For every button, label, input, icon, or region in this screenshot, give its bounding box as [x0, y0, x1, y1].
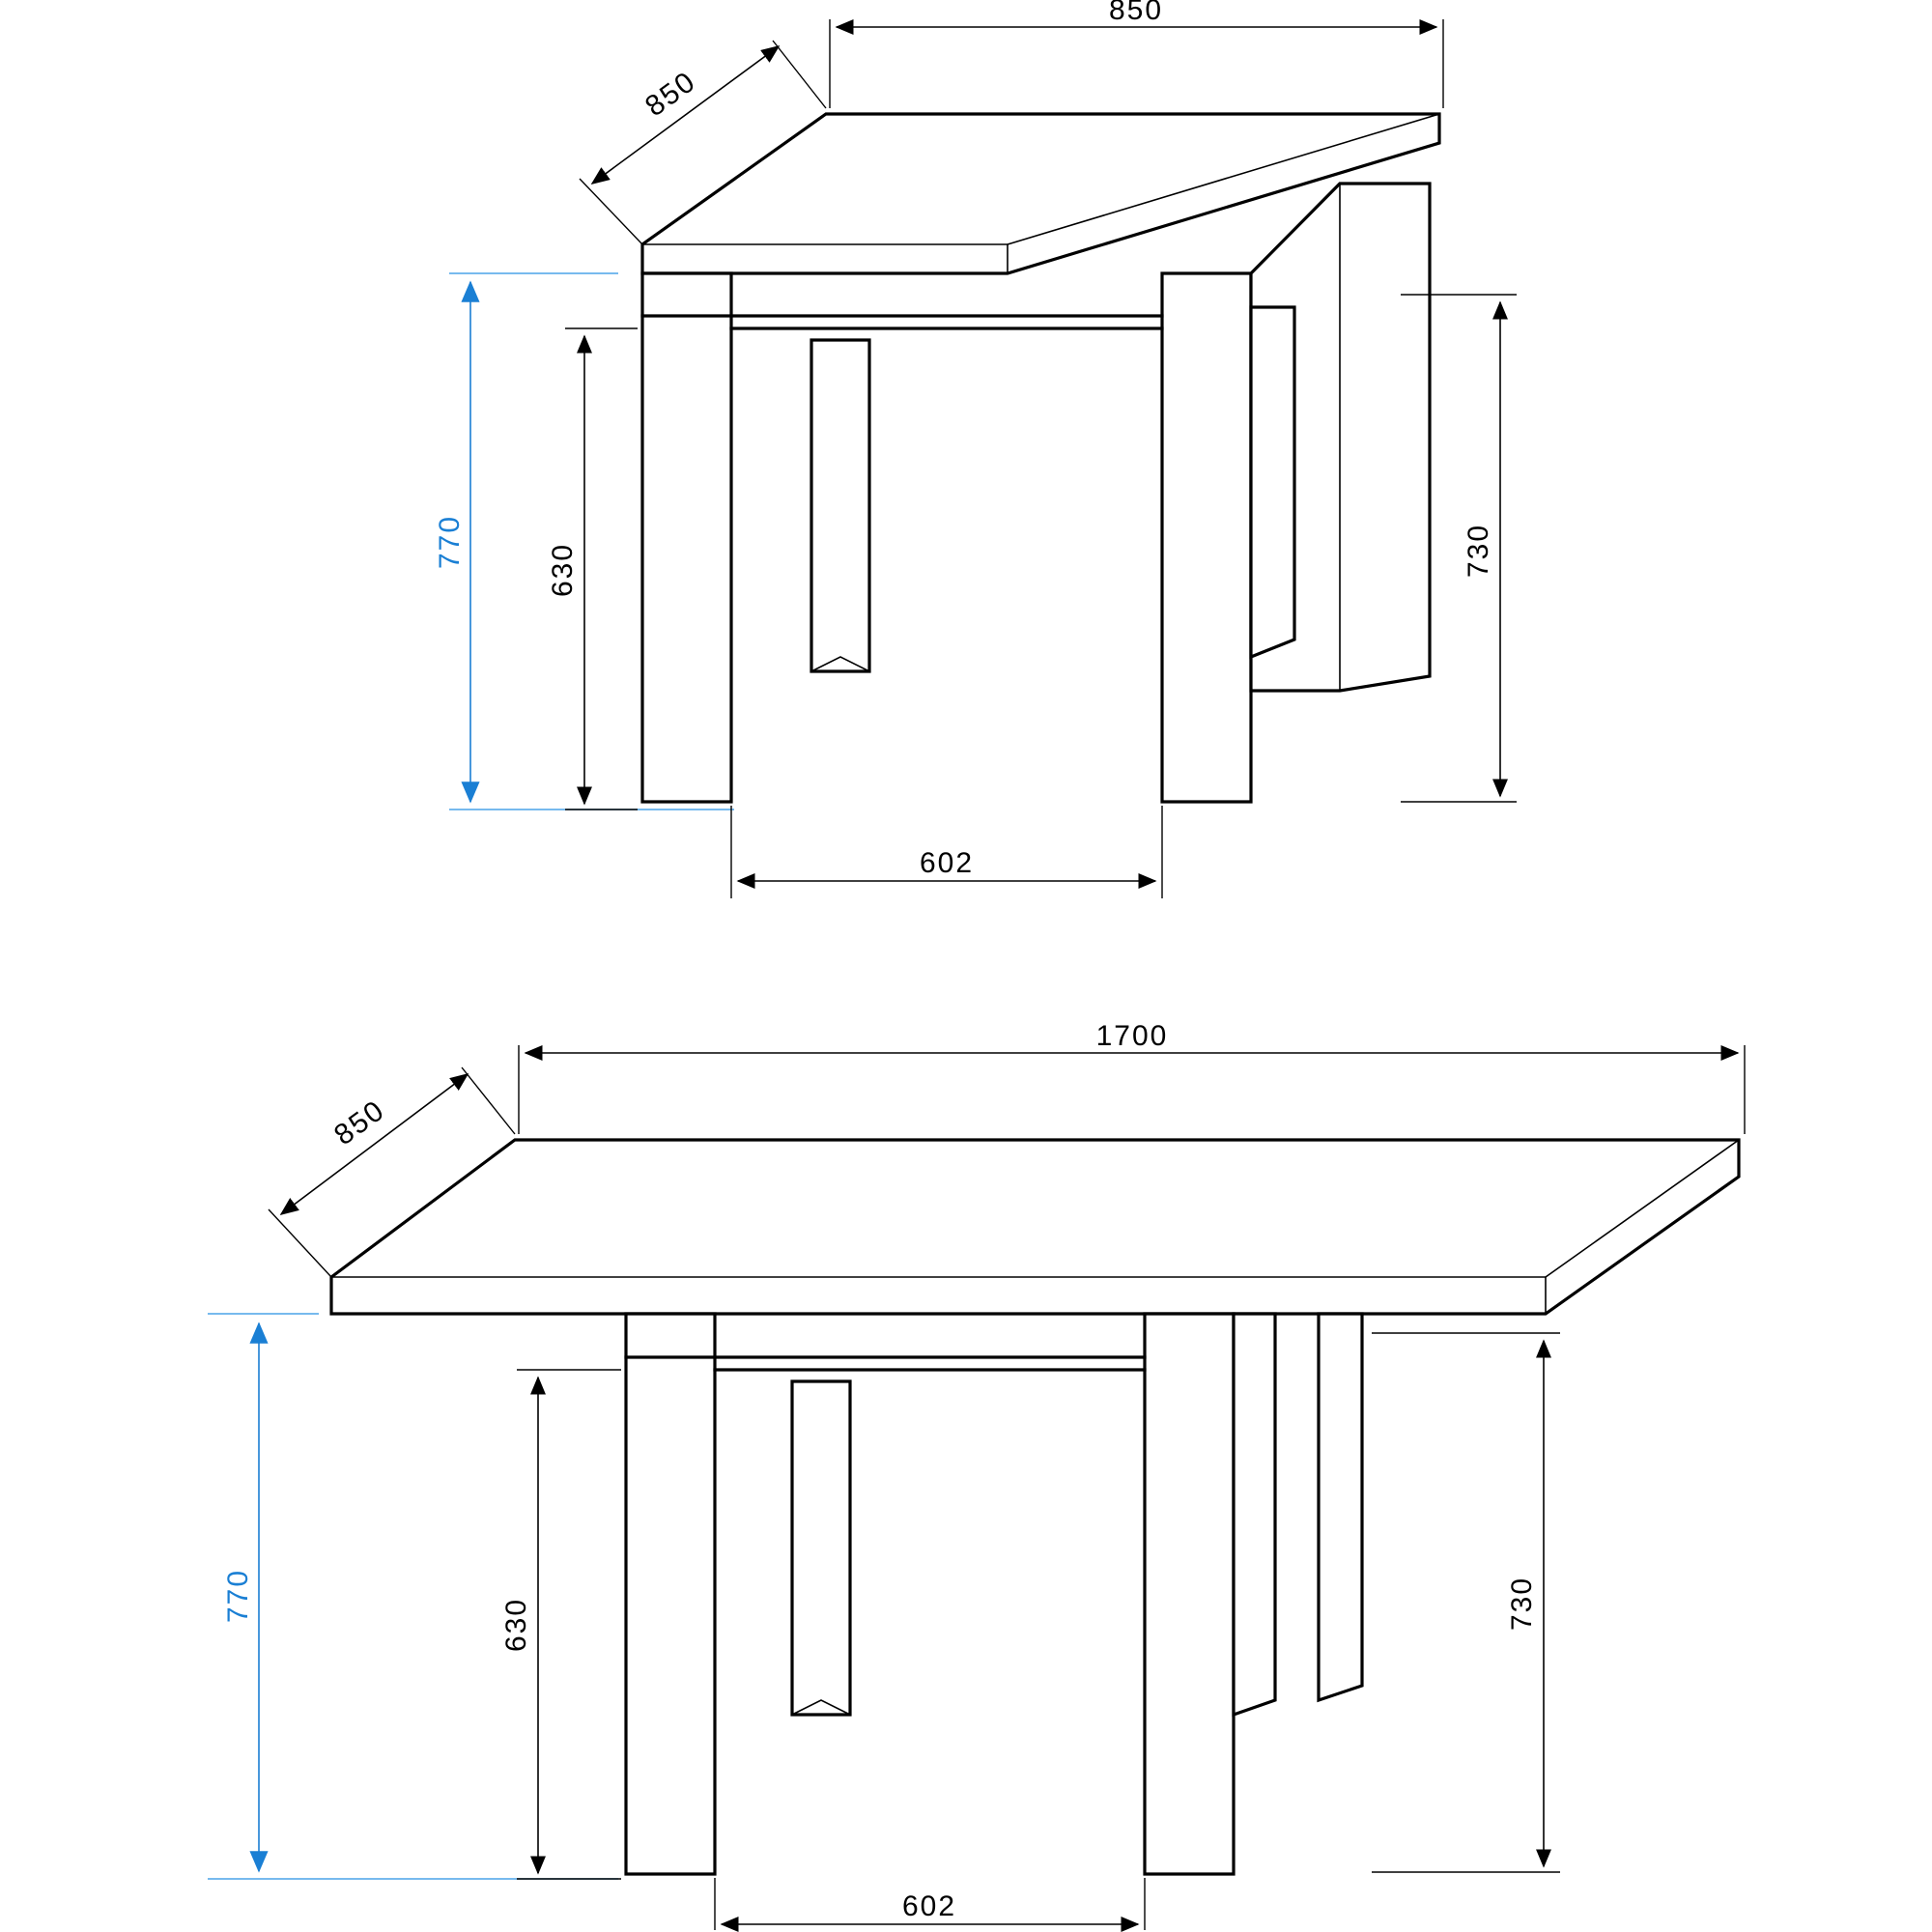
dim-1700-width-extended: [519, 1020, 1745, 1134]
dim-730-extended: [1372, 1333, 1560, 1872]
extended-table-top: [331, 1140, 1739, 1314]
dim-label-1700-extended: 1700: [1095, 1020, 1169, 1052]
extended-table-legs: [626, 1314, 1362, 1874]
dim-602-closed: [731, 806, 1162, 898]
dim-label-850-width-closed: 850: [1108, 0, 1164, 26]
dim-label-770-extended: 770: [222, 1568, 254, 1624]
dim-630-extended: [500, 1370, 621, 1879]
dim-label-602-extended: 602: [901, 1890, 957, 1922]
dim-label-770-closed: 770: [434, 514, 466, 570]
dim-770-height-extended: [208, 1314, 618, 1879]
dim-label-730-closed: 730: [1463, 523, 1494, 579]
dim-label-602-closed: 602: [919, 847, 975, 879]
dim-602-extended: [715, 1878, 1145, 1930]
dim-label-850-depth-extended: 850: [328, 1094, 391, 1152]
extended-table-view: [208, 1020, 1745, 1930]
dim-label-850-depth-closed: 850: [639, 65, 702, 124]
dim-label-630-closed: 630: [547, 542, 579, 598]
closed-table-view: [434, 0, 1517, 898]
dim-label-630-extended: 630: [500, 1597, 532, 1653]
closed-table-legs: [642, 184, 1430, 802]
dim-630-closed: [547, 328, 638, 810]
dim-850-width-closed: [830, 0, 1443, 108]
dim-label-730-extended: 730: [1506, 1576, 1538, 1632]
